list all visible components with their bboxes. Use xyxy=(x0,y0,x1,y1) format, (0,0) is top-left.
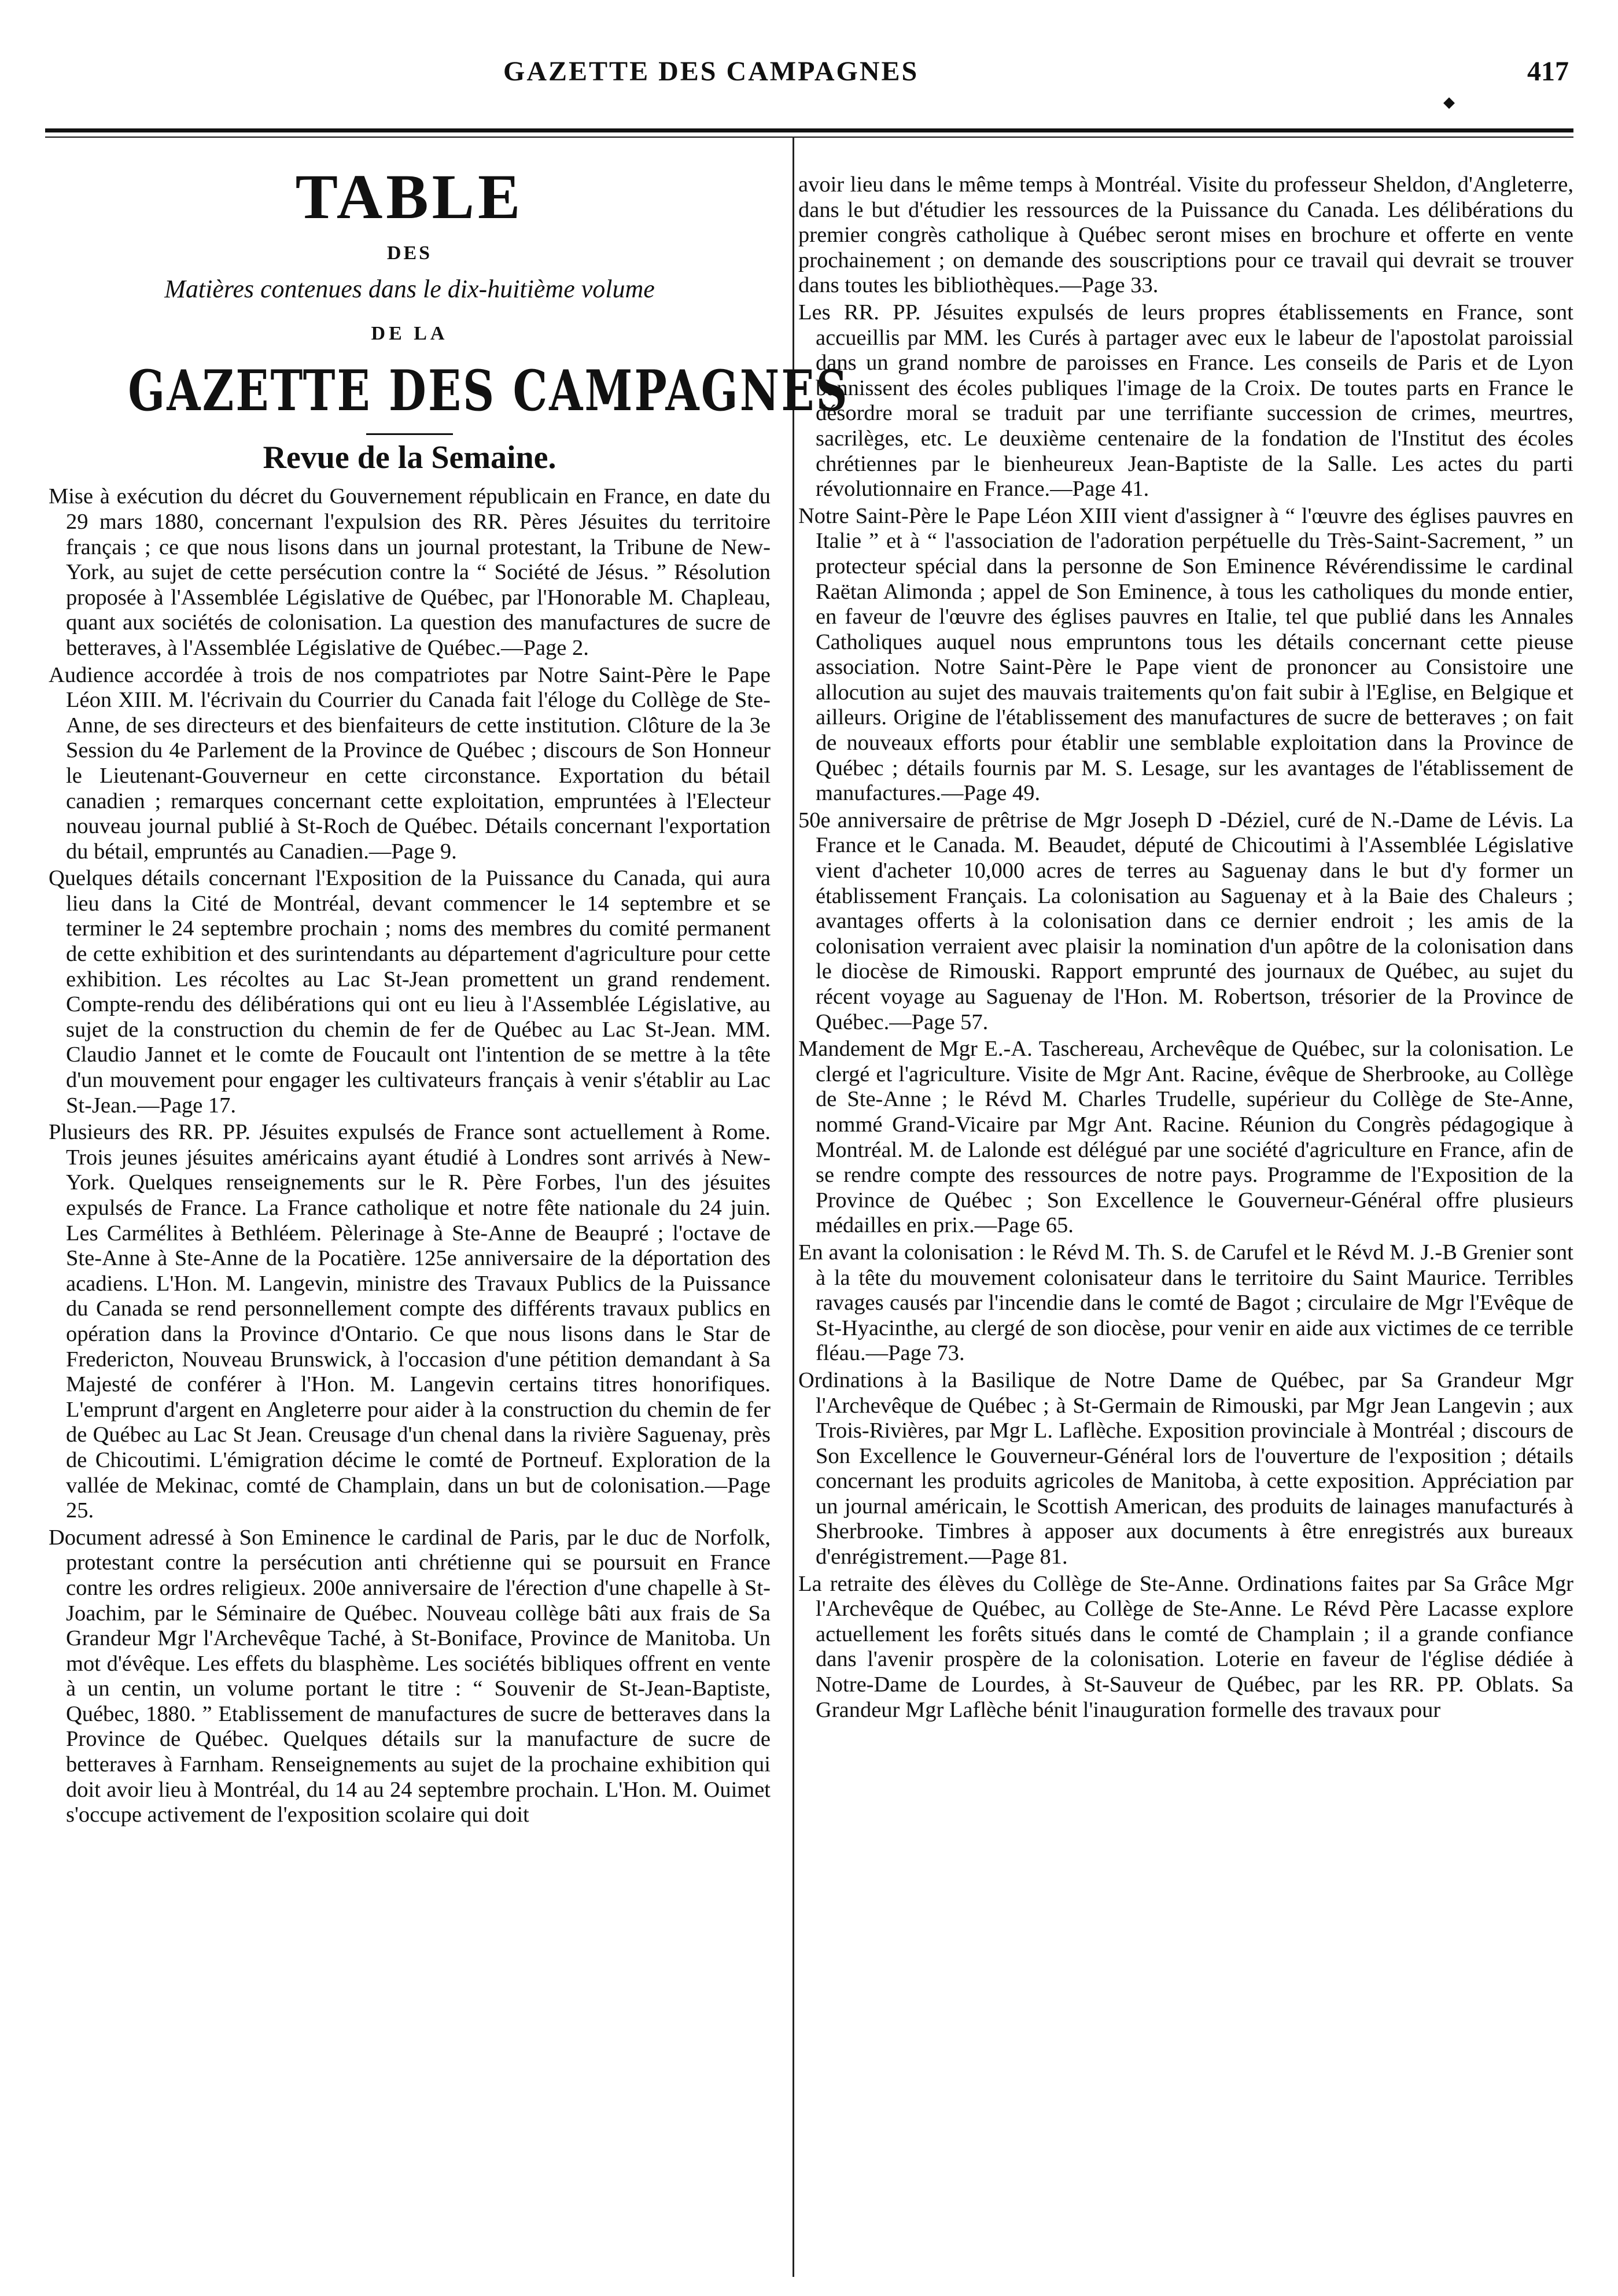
running-header xyxy=(0,56,1618,110)
index-entry: Mise à exécution du décret du Gouvernement républicain en France, en date du 29 mars 1880, concernant l'expulsion des RR. Pères Jésuites du territoire français ; ce que nous lisons dans un journal protestant, la Tribune de New-York, au sujet de cette persécution contre la “ Société de Jésus. ” Résolution proposée à l'Assemblée Législative de Québec, par l'Honorable M. Chapleau, quant aux sociétés de colonisation. La question des manufactures de sucre de betteraves, à l'Assemblée Législative de Québec.—Page 2. xyxy=(49,484,771,660)
index-entry: Plusieurs des RR. PP. Jésuites expulsés de France sont actuellement à Rome. Trois jeunes jésuites américains ayant étudié à Londres sont arrivés à New-York. Quelques renseignements sur le R. Père Forbes, l'un des jésuites expulsés de France. La France catholique et notre fête nationale du 24 juin. Les Carmélites à Bethléem. Pèlerinage à Ste-Anne de Beaupré ; l'octave de Ste-Anne à Ste-Anne de la Pocatière. 125e anniversaire de la déportation des acadiens. L'Hon. M. Langevin, ministre des Travaux Publics de la Puissance du Canada se rend personnellement compte des différents travaux publics en opération dans la Province d'Ontario. Ce que nous lisons dans le Star de Fredericton, Nouveau Brunswick, à l'occasion d'une pétition demandant à Sa Majesté de conférer à l'Hon. M. Langevin certains titres honorifiques. L'emprunt d'argent en Angleterre pour aider à la construction du chemin de fer de Québec au Lac St Jean. Creusage d'un chenal dans la rivière Saguenay, près de Chicoutimi. L'émigration décime le comté de Portneuf. Exploration de la vallée de Mekinac, comté de Champlain, dans un but de colonisation.—Page 25. xyxy=(49,1120,771,1523)
ornament-icon: ◆ xyxy=(1443,94,1455,110)
des-heading: DES xyxy=(386,242,433,264)
title-block xyxy=(49,161,849,476)
index-entry: Mandement de Mgr E.-A. Taschereau, Archevêque de Québec, sur la colonisation. Le clergé et l'agriculture. Visite de Mgr Ant. Racine, évêque de Sherbrooke, au Collège de Ste-Anne ; le Révd M. Charles Trudelle, supérieur du Collège de Ste-Anne, nommé Grand-Vicaire par Mgr Ant. Racine. Réunion du Congrès pédagogique à Montréal. M. de Lalonde est délégué par une société d'agriculture en France, afin de se rendre compte des ressources de notre pays. Programme de l'Exposition de la Province de Québec ; Son Excellence le Gouverneur-Général offre plusieurs médailles en prix.—Page 65. xyxy=(798,1037,1573,1238)
left-column xyxy=(49,161,849,1830)
page-number: 417 xyxy=(1527,56,1569,87)
index-entry: En avant la colonisation : le Révd M. Th. S. de Carufel et le Révd M. J.-B Grenier sont à la tête du mouvement colonisateur dans le territoire du Saint Maurice. Terribles ravages causés par l'incendie dans le comté de Bagot ; circulaire de Mgr l'Evêque de St-Hyacinthe, au clergé de son diocèse, pour venir en aide aux victimes de ce terrible fléau.—Page 73. xyxy=(798,1240,1573,1366)
index-entry: Notre Saint-Père le Pape Léon XIII vient d'assigner à “ l'œuvre des églises pauvres en Italie ” et à “ l'association de l'adoration perpétuelle du Très-Saint-Sacrement, ” un protecteur spécial dans la personne de Son Eminence Révérendissime le cardinal Raëtan Alimonda ; appel de Son Eminence, à tous les catholiques du monde entier, en faveur de l'œuvre des églises pauvres en Italie, tel que publié dans les Annales Catholiques auquel nous empruntons tous les détails concernant cette pieuse association. Notre Saint-Père le Pape vient de prononcer au Consistoire une allocution au sujet des mauvais traitements qu'on fait subir à l'Eglise, en Belgique et ailleurs. Origine de l'établissement des manufactures de sucre de betteraves ; on fait de nouveaux efforts pour établir une semblable exploitation dans la Province de Québec ; détails fournis par M. S. Lesage, sur les avantages de l'établissement de manufactures.—Page 49. xyxy=(798,503,1573,806)
volume-subtitle: Matières contenues dans le dix-huitième volume xyxy=(164,274,655,303)
index-entry: Les RR. PP. Jésuites expulsés de leurs propres établissements en France, sont accueillis par MM. les Curés à partager avec eux le labeur de l'apostolat paroissial dans un grand nombre de paroisses en France. Les conseils de Paris et de Lyon bannissent des écoles publiques l'image de la Croix. De toutes parts en France le désordre moral se traduit par une terrifiante succession de crimes, meurtres, sacrilèges, etc. Le deuxième centenaire de la fondation de l'Institut des écoles chrétiennes par le bienheureux Jean-Baptiste de la Salle. Les actes du parti révolutionnaire en France.—Page 41. xyxy=(798,300,1573,502)
header-rule-thin xyxy=(45,137,1573,138)
title-rule xyxy=(366,433,453,435)
table-heading: TABLE xyxy=(295,161,524,232)
gazette-title: GAZETTE DES CAMPAGNES xyxy=(128,358,849,423)
right-column xyxy=(798,172,1573,1724)
index-entry: La retraite des élèves du Collège de Ste-Anne. Ordinations faites par Sa Grâce Mgr l'Archevêque de Québec, au Collège de Ste-Anne. Le Révd Père Lacasse explore actuellement les forêts situés dans le comté de Champlain ; il a grande confiance dans l'avenir prospère de la colonisation. Loterie en faveur de l'église dédiée à Notre-Dame de Lourdes, à St-Sauveur de Québec, par les RR. PP. Oblats. Sa Grandeur Mgr Laflèche bénit l'inauguration formelle des travaux pour xyxy=(798,1571,1573,1722)
index-entry: Audience accordée à trois de nos compatriotes par Notre Saint-Père le Pape Léon XIII. M. l'écrivain du Courrier du Canada fait l'éloge du Collège de Ste-Anne, de ses directeurs et des bienfaiteurs de cette institution. Clôture de la 3e Session du 4e Parlement de la Province de Québec ; discours de Son Honneur le Lieutenant-Gouverneur en cette circonstance. Exportation du bétail canadien ; remarques concernant cette exploitation, empruntées à l'Electeur nouveau journal publié à St-Roch de Québec. Détails concernant l'exportation du bétail, empruntés au Canadien.—Page 9. xyxy=(49,662,771,864)
de-la-heading: DE LA xyxy=(371,323,448,345)
header-rule-thick xyxy=(45,128,1573,132)
index-entry: Document adressé à Son Eminence le cardinal de Paris, par le duc de Norfolk, protestant contre la persécution anti chrétienne qui se poursuit en France contre les ordres religieux. 200e anniversaire de l'érection d'une chapelle à St-Joachim, par le Séminaire de Québec. Nouveau collège bâti aux frais de Sa Grandeur Mgr l'Archevêque Taché, à St-Boniface, Province de Manitoba. Un mot d'évêque. Les effets du blasphème. Les sociétés bibliques offrent en vente à un centin, un volume portant le titre : “ Souvenir de St-Jean-Baptiste, Québec, 1880. ” Etablissement de manufactures de sucre de betteraves dans la Province de Québec. Quelques détails sur la manufacture de sucre de betteraves à Farnham. Renseignements au sujet de la prochaine exhibition qui doit avoir lieu à Montréal, du 14 au 24 septembre prochain. L'Hon. M. Ouimet s'occupe activement de l'exposition scolaire qui doit xyxy=(49,1525,771,1827)
section-heading: Revue de la Semaine. xyxy=(263,439,556,476)
index-entry-continued: avoir lieu dans le même temps à Montréal. Visite du professeur Sheldon, d'Angleterre, dans le but d'étudier les ressources de la Puissance du Canada. Les délibérations du premier congrès catholique à Québec seront mises en brochure et offerte en vente prochainement ; on demande des souscriptions pour ce travail qui devrait se trouver dans toutes les bibliothèques.—Page 33. xyxy=(798,172,1573,298)
index-entry: Quelques détails concernant l'Exposition de la Puissance du Canada, qui aura lieu dans la Cité de Montréal, devant commencer le 14 septembre et se terminer le 24 septembre prochain ; noms des membres du comité permanent de cette exhibition et des surintendants au département d'agriculture pour cette exhibition. Les récoltes au Lac St-Jean promettent un grand rendement. Compte-rendu des délibérations qui ont eu lieu à l'Assemblée Législative, au sujet de la construction du chemin de fer de Québec au Lac St-Jean. MM. Claudio Jannet et le comte de Foucault ont l'intention de se mettre à la tête d'un mouvement pour engager les cultivateurs français à venir s'établir au Lac St-Jean.—Page 17. xyxy=(49,866,771,1118)
running-title: GAZETTE DES CAMPAGNES xyxy=(503,56,919,87)
index-entry: 50e anniversaire de prêtrise de Mgr Joseph D -Déziel, curé de N.-Dame de Lévis. La France et le Canada. M. Beaudet, député de Chicoutimi à l'Assemblée Législative vient d'acheter 10,000 acres de terres au Saguenay dans le but d'y former un établissement Français. La colonisation au Saguenay et à la Baie des Chaleurs ; avantages offerts à la colonisation dans ce dernier endroit ; les amis de la colonisation verraient avec plaisir la nomination d'un apôtre de la colonisation dans le diocèse de Rimouski. Rapport emprunté des journaux de Québec, au sujet du récent voyage au Saguenay de l'Hon. M. Robertson, trésorier de la Province de Québec.—Page 57. xyxy=(798,808,1573,1034)
index-entry: Ordinations à la Basilique de Notre Dame de Québec, par Sa Grandeur Mgr l'Archevêque de Québec ; à St-Germain de Rimouski, par Mgr Jean Langevin ; aux Trois-Rivières, par Mgr L. Laflèche. Exposition provinciale à Montréal ; discours de Son Excellence le Gouverneur-Général lors de l'ouverture de l'exposition ; détails concernant les produits agricoles de Manitoba, à cette exposition. Appréciation par un journal américain, le Scottish American, des produits de lainages manufacturés à Sherbrooke. Timbres à apposer aux documents à être enregistrés aux bureaux d'enrégistrement.—Page 81. xyxy=(798,1368,1573,1569)
column-divider xyxy=(793,137,794,2277)
